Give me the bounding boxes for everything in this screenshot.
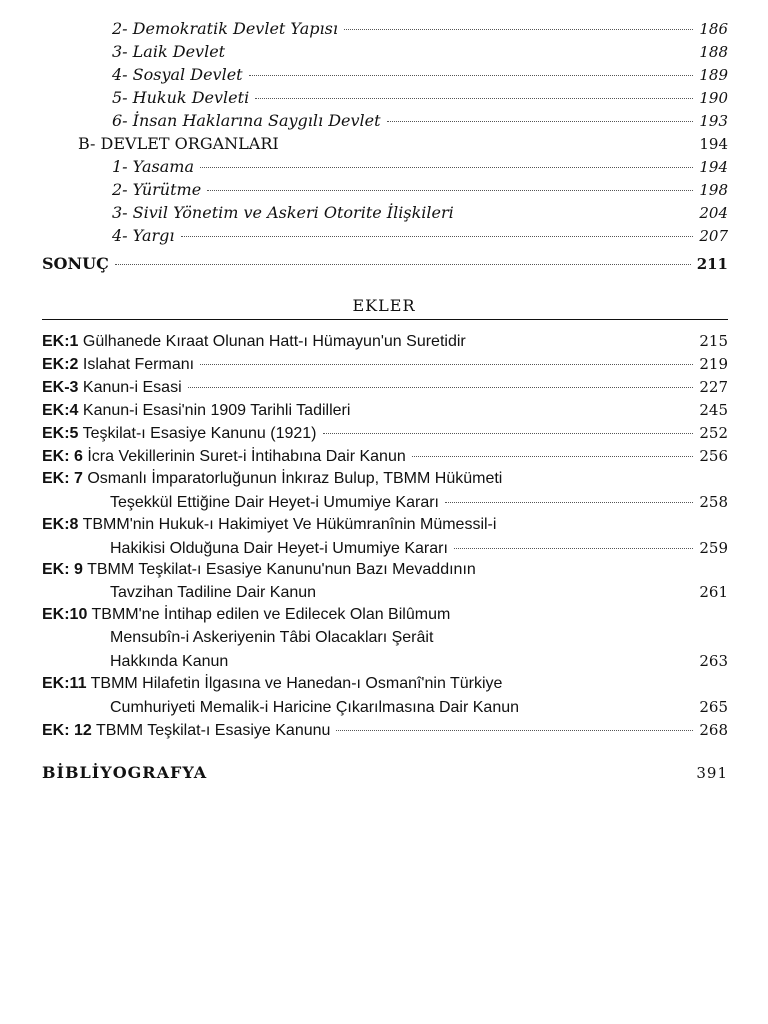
appendix-title: TBMM Teşkilat-ı Esasiye Kanunu <box>95 722 331 739</box>
leader-dots <box>181 236 694 237</box>
page-number: 391 <box>696 764 728 782</box>
appendix-label: EK:5 <box>42 425 79 442</box>
appendix-entry[interactable] <box>42 514 728 536</box>
leader-dots <box>200 167 693 168</box>
divider <box>42 319 728 320</box>
appendix-entry[interactable] <box>42 673 728 695</box>
toc-entry-title: 6- İnsan Haklarına Saygılı Devlet <box>112 111 381 130</box>
page-number: 186 <box>699 20 728 38</box>
appendix-label: EK:2 <box>42 356 79 373</box>
toc-entry-title: 3- Laik Devlet <box>112 42 226 61</box>
toc-entry[interactable] <box>112 18 728 40</box>
toc-entry-title: 5- Hukuk Devleti <box>112 88 250 107</box>
appendix-title: İcra Vekillerinin Suret-i İntihabına Dair Kanun <box>87 448 406 465</box>
toc-entry-title: SONUÇ <box>42 254 109 273</box>
page-number: 194 <box>699 135 728 153</box>
appendix-entry-continuation <box>110 491 728 514</box>
appendix-label: EK-3 <box>42 379 79 396</box>
appendix-title: TBMM'ne İntihap edilen ve Edilecek Olan Bilûmum <box>91 606 451 623</box>
toc-entry[interactable] <box>112 64 728 86</box>
page-number: 193 <box>699 112 728 130</box>
appendix-entry[interactable] <box>42 559 728 581</box>
toc-entry[interactable] <box>112 110 728 132</box>
page-number: 227 <box>699 378 728 396</box>
appendix-title-continuation: Cumhuriyeti Memalik-i Haricine Çıkarılmasına Dair Kanun <box>110 699 520 716</box>
leader-dots <box>115 264 691 265</box>
toc-section-heading[interactable] <box>78 133 728 155</box>
appendix-label: EK:11 <box>42 675 87 692</box>
page-number: 190 <box>699 89 728 107</box>
leader-dots <box>249 75 694 76</box>
toc-entry[interactable] <box>112 225 728 247</box>
page-number: 207 <box>699 227 728 245</box>
page-number: 198 <box>699 181 728 199</box>
appendix-entry[interactable] <box>42 376 728 399</box>
appendix-title: TBMM'nin Hukuk-ı Hakimiyet Ve Hükümranînin Mümessil-i <box>82 516 497 533</box>
toc-entry-title: 2- Demokratik Devlet Yapısı <box>112 19 338 38</box>
page-number: 219 <box>699 355 728 373</box>
appendix-label: EK:8 <box>42 516 79 533</box>
appendix-label: EK: 7 <box>42 470 83 487</box>
appendix-title-continuation: Tavzihan Tadiline Dair Kanun <box>110 584 317 601</box>
appendix-label: EK:10 <box>42 606 88 623</box>
appendix-label: EK: 6 <box>42 448 83 465</box>
toc-conclusion[interactable] <box>42 253 728 275</box>
appendix-entry-continuation <box>110 650 728 673</box>
toc-entry[interactable] <box>112 156 728 178</box>
page-number: 268 <box>699 721 728 739</box>
toc-entry-title: 1- Yasama <box>112 157 194 176</box>
page-number: 245 <box>699 401 728 419</box>
appendix-title: TBMM Hilafetin İlgasına ve Hanedan-ı Osmanî'nin Türkiye <box>90 675 503 692</box>
leader-dots <box>188 387 694 388</box>
appendix-heading: EKLER <box>352 296 416 315</box>
appendix-label: EK: 9 <box>42 561 83 578</box>
page-number: 189 <box>699 66 728 84</box>
leader-dots <box>323 433 694 434</box>
toc-bibliography[interactable] <box>42 762 728 784</box>
appendix-title: Kanun-i Esasi <box>82 379 182 396</box>
page-number: 256 <box>699 447 728 465</box>
toc-entry[interactable] <box>112 41 728 63</box>
appendix-entry[interactable] <box>42 445 728 468</box>
page-number: 263 <box>699 652 728 670</box>
page-number: 215 <box>699 332 728 350</box>
appendix-entry-continuation <box>110 581 728 604</box>
appendix-label: EK:4 <box>42 402 79 419</box>
toc-entry[interactable] <box>112 87 728 109</box>
toc-entry-title: BİBLİYOGRAFYA <box>42 763 208 782</box>
appendix-title: Teşkilat-ı Esasiye Kanunu (1921) <box>82 425 317 442</box>
leader-dots <box>412 456 694 457</box>
page-number: 252 <box>699 424 728 442</box>
appendix-title: Islahat Fermanı <box>82 356 195 373</box>
page-number: 261 <box>699 583 728 601</box>
leader-dots <box>207 190 693 191</box>
appendix-title: Gülhanede Kıraat Olunan Hatt-ı Hümayun'un Suretidir <box>82 333 466 350</box>
leader-dots <box>255 98 693 99</box>
leader-dots <box>200 364 693 365</box>
appendix-title: Osmanlı İmparatorluğunun İnkıraz Bulup, TBMM Hükümeti <box>87 470 503 487</box>
appendix-entry[interactable] <box>42 399 728 422</box>
leader-dots <box>344 29 693 30</box>
page-number: 188 <box>699 43 728 61</box>
appendix-title: Kanun-i Esasi'nin 1909 Tarihli Tadilleri <box>82 402 351 419</box>
appendix-entry[interactable] <box>42 330 728 353</box>
page-number: 265 <box>699 698 728 716</box>
appendix-entry[interactable] <box>42 719 728 742</box>
appendix-entry-continuation <box>110 696 728 719</box>
toc-entry-title: 2- Yürütme <box>112 180 202 199</box>
page-number: 194 <box>699 158 728 176</box>
toc-entry-title: 4- Yargı <box>112 226 175 245</box>
page-number: 204 <box>699 204 728 222</box>
toc-entry-title: 3- Sivil Yönetim ve Askeri Otorite İlişkileri <box>112 203 454 222</box>
toc-entry-title: 4- Sosyal Devlet <box>112 65 243 84</box>
appendix-label: EK:1 <box>42 333 79 350</box>
appendix-title: TBMM Teşkilat-ı Esasiye Kanunu'nun Bazı Mevaddının <box>87 561 476 578</box>
appendix-title-continuation: Hakkında Kanun <box>110 653 229 670</box>
toc-entry[interactable] <box>112 202 728 224</box>
appendix-entry[interactable] <box>42 604 728 626</box>
toc-entry[interactable] <box>112 179 728 201</box>
appendix-title-continuation: Hakikisi Olduğuna Dair Heyet-i Umumiye Kararı <box>110 540 448 557</box>
page-number: 211 <box>696 255 728 273</box>
page-number: 258 <box>699 493 728 511</box>
appendix-title-continuation: Teşekkül Ettiğine Dair Heyet-i Umumiye Kararı <box>110 494 439 511</box>
leader-dots <box>336 730 693 731</box>
appendix-title-continuation: Mensubîn-i Askeriyenin Tâbi Olacakları Şerâit <box>110 629 434 646</box>
appendix-label: EK: 12 <box>42 722 92 739</box>
page-number: 259 <box>699 539 728 557</box>
appendix-entry-continuation <box>110 537 728 560</box>
leader-dots <box>454 548 693 549</box>
leader-dots <box>445 502 693 503</box>
leader-dots <box>387 121 694 122</box>
appendix-entry[interactable] <box>42 422 728 445</box>
appendix-entry[interactable] <box>42 468 728 490</box>
toc-entry-title: B- DEVLET ORGANLARI <box>78 134 279 153</box>
appendix-entry[interactable] <box>42 353 728 376</box>
